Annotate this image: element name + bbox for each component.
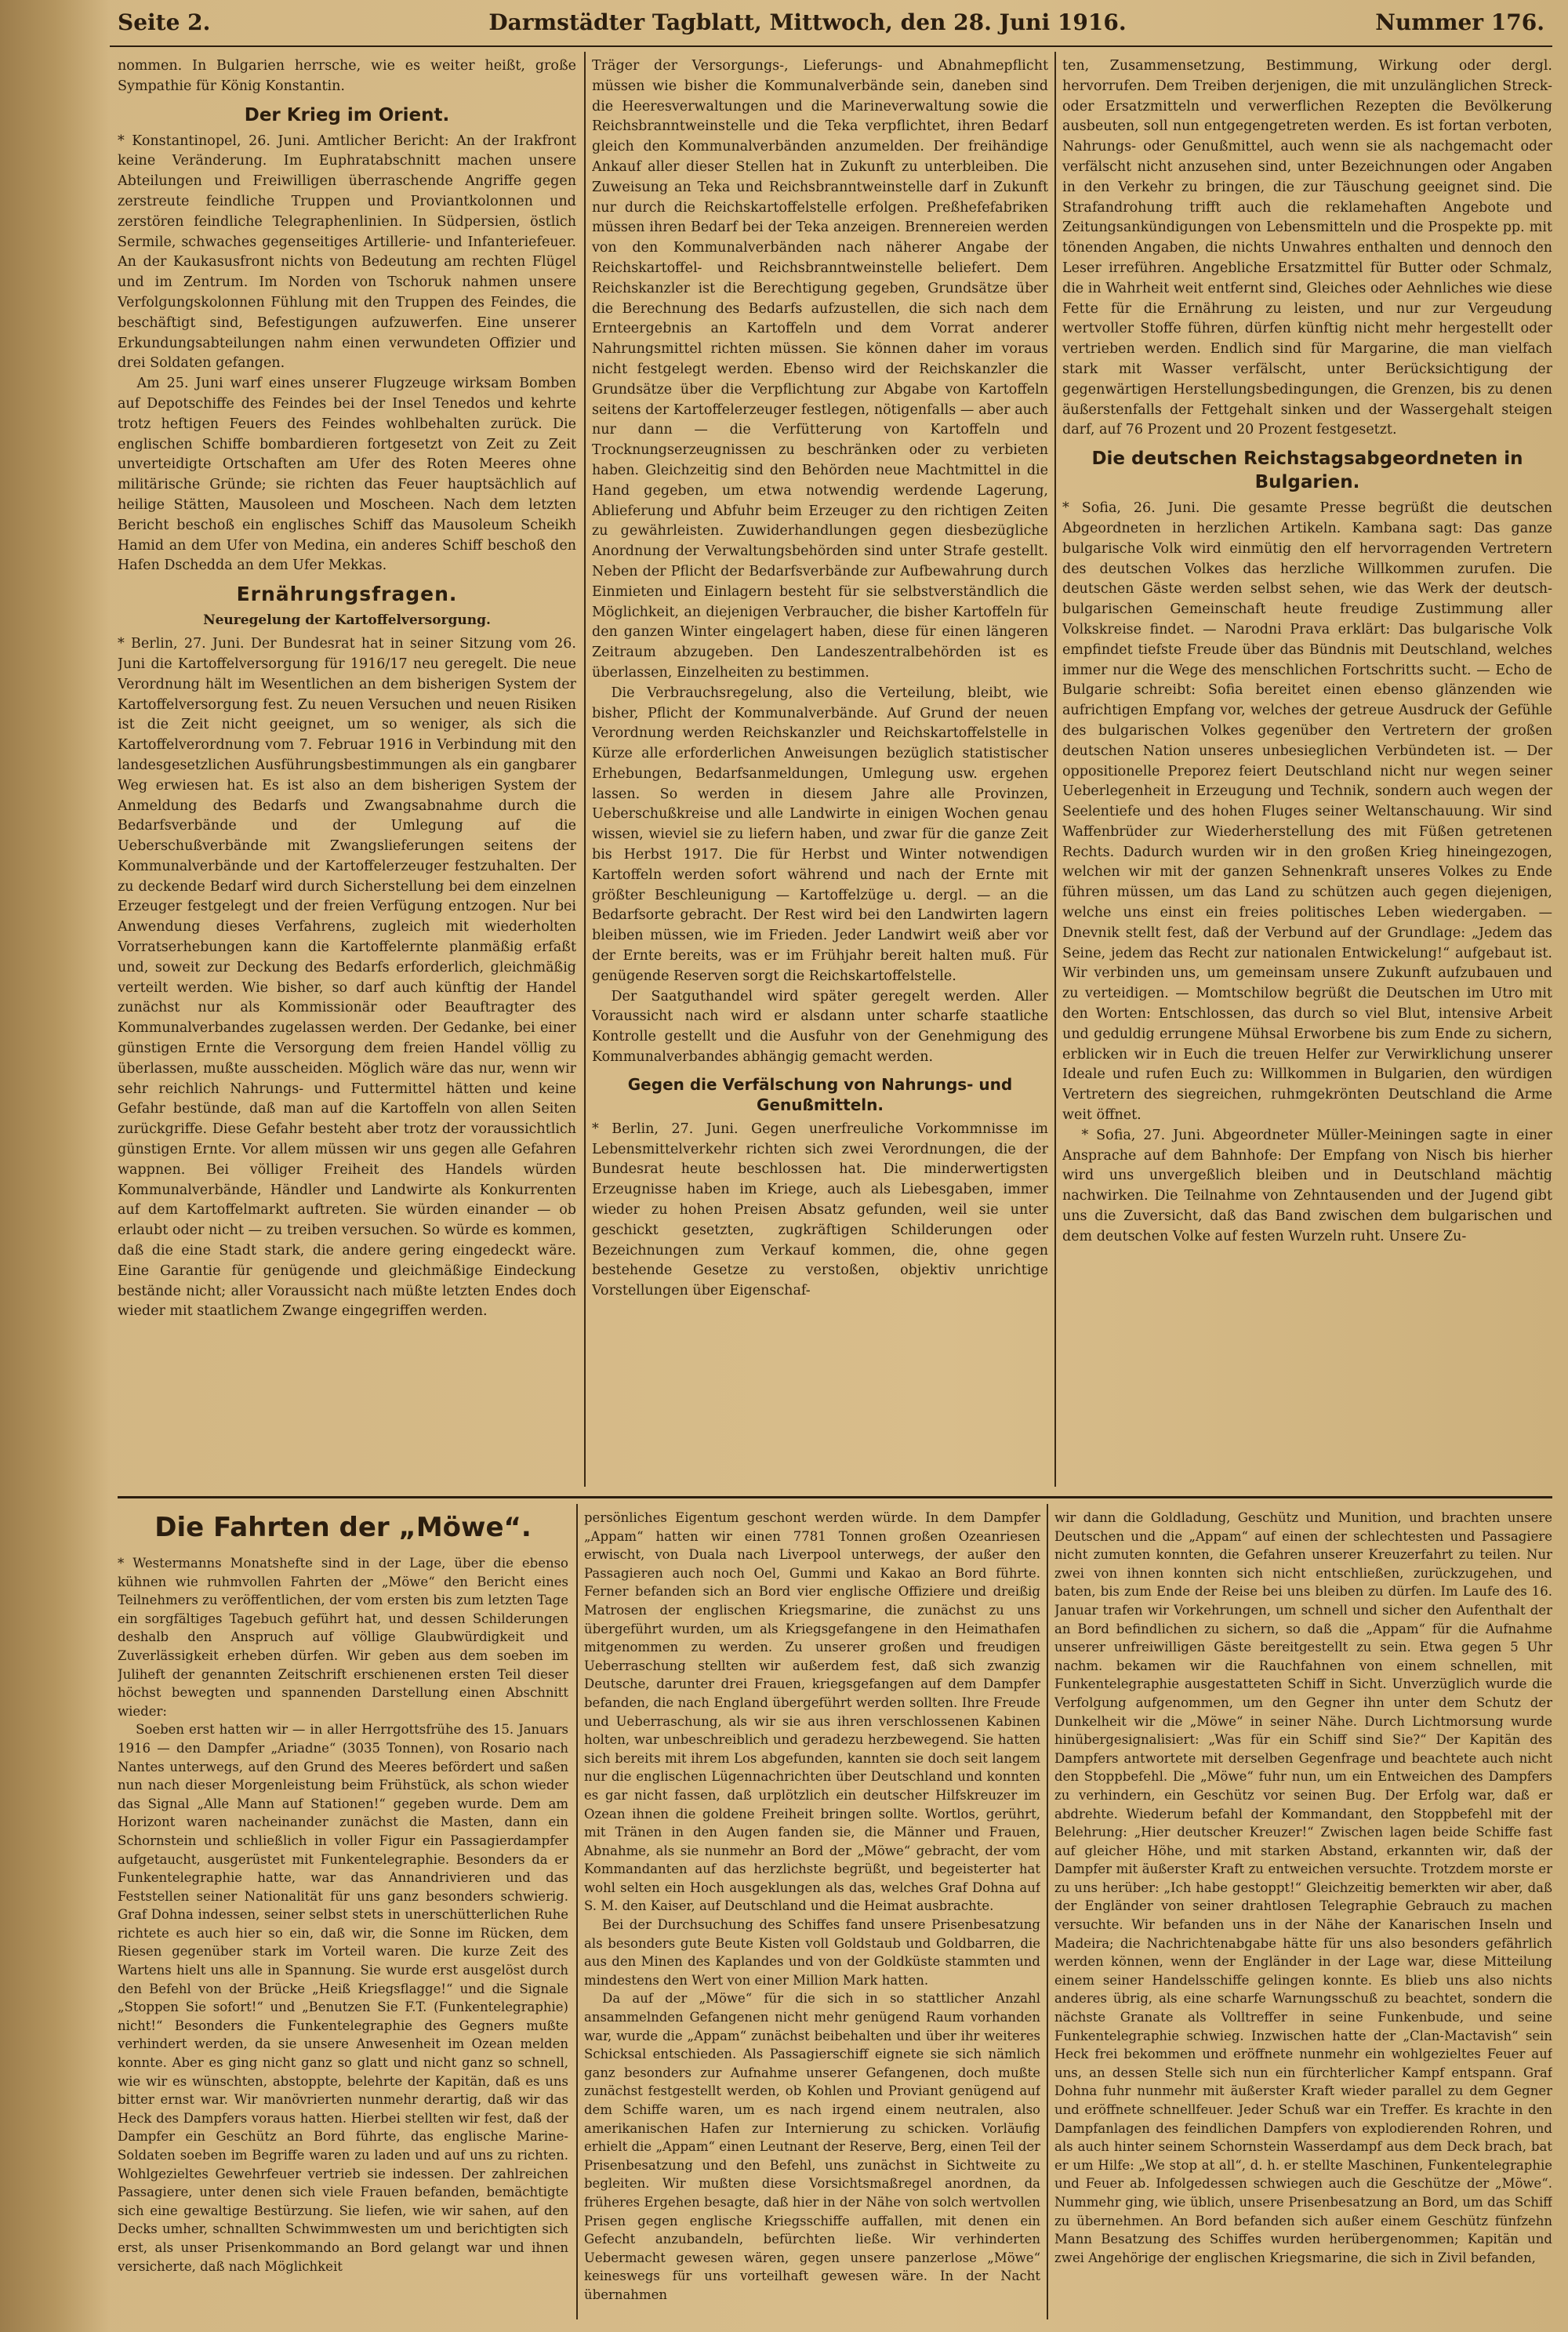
krieg-headline: Der Krieg im Orient. — [244, 104, 450, 125]
reichstag-para: * Sofia, 26. Juni. Die gesamte Presse begrüßt die deutschen Abgeordneten in herzlichen Artikeln. Kambana sagt: Das ganze bulgarische Volk wird einmütig den elf hervorragenden Vertretern des deutschen Volkes das herzliche Willkommen zurufen. Die deutschen Gäste werden selbst sehen, wie das Werk der deutsch-bulgarischen Gemeinschaft heute freudige Zustimmung aller Volkskreise findet. — Narodni Prava erklärt: Das bulgarische Volk empfindet tiefste Freude über das Bündnis mit Deutschland, welches immer nur die Wege des menschlichen Fortschritts sucht. — Echo de Bulgarie schreibt: Sofia bereitet einen ebenso glänzenden wie aufrichtigen Empfang vor, welches der getreue Ausdruck der Gefühle des bulgarischen Volkes gegenüber den Vertretern der großen deutschen Nation unseres unbesieglichen Verbündeten ist. — Der oppositionelle Preporez feiert Deutschland nicht nur wegen seiner Ueberlegenheit in Erzeugung und Technik, sondern auch wegen der Seelentiefe und des hohen Fluges seiner Weltanschauung. Wir sind Waffenbrüder zur Wiederherstellung des mit Füßen getretenen Rechts. Dadurch wurden wir in den großen Krieg hineingezogen, welchen wir mit der ganzen Sehnenkraft unseres Volkes zu Ende führen müssen, um das Land zu schützen auch gegen diejenigen, welche uns einst ein freies politisches Leben wiedergaben. — Dnevnik stellt fest, daß der Verbund auf der Grundlage: „Jedem das Seine, jedem das Recht zur nationalen Entwickelung!“ aufgebaut ist. Wir verbinden uns, um gemeinsam unsere Zukunft aufzubauen und zu verteidigen. — Momtschilow begrüßt die Deutschen im Utro mit den Worten: Entschlossen, das durch so viel Blut, intensive Arbeit und geduldig errungene Mühsal Erworbene bis zum Ende zu sichern, erblicken wir in Euch die treuen Helfer zur Verwirklichung unserer Ideale und rufen Euch zu: Willkommen in Bulgarien, den würdigen Vertretern des siegreichen, ruhmgekrönten Deutschland die Arme weit öffnet. — [1062, 500, 1552, 1124]
ernaehrung-headline: Ernährungsfragen. — [236, 583, 458, 606]
column-2 — [592, 56, 1048, 1490]
krieg-para: * Konstantinopel, 26. Juni. Amtlicher Bericht: An der Irakfront keine Veränderung. Im Euphratabschnitt machen unsere Abteilungen und Freiwilligen überraschende Angriffe gegen zerstreute feindliche Truppen und Proviantkolonnen und zerstören feindliche Telegraphenlinien. In Südpersien, östlich Sermile, schwaches gegenseitiges Artillerie- und Infanteriefeuer. An der Kaukasusfront nichts von Bedeutung am rechten Flügel und im Zentrum. Im Norden von Tschoruk nahmen unsere Verfolgungskolonnen Fühlung mit den Truppen des Feindes, die beschäftigt sind, Befestigungen aufzuwerfen. Eine unserer Erkundungsabteilungen nahm einen verwundeten Offizier und drei Soldaten gefangen. — [118, 133, 576, 372]
ernaehrung-para: * Berlin, 27. Juni. Der Bundesrat hat in seiner Sitzung vom 26. Juni die Kartoffelversorgung für 1916/17 neu geregelt. Die neue Verordnung hält im Wesentlichen an dem bisherigen System der Kartoffelversorgung fest. Zu neuen Versuchen und neuen Risiken ist die Zeit nicht geeignet, um so weniger, als sich die Kartoffelverordnung vom 7. Februar 1916 in Verbindung mit den landesgesetzlichen Ausführungsbestimmungen als ein gangbarer Weg erwiesen hat. Es ist also an dem bisherigen System der Anmeldung des Bedarfs und Zwangsabnahme durch die Bedarfsverbände und der Umlegung auf die Ueberschußverbände mit Zwangslieferungen seitens der Kommunalverbände und der Kartoffelerzeuger festzuhalten. Der zu deckende Bedarf wird durch Sicherstellung bei dem einzelnen Erzeuger festgelegt und der freien Verfügung entzogen. Nur bei Anwendung dieses Verfahrens, zugleich mit wiederholten Vorratserhebungen kann die Kartoffelernte planmäßig erfaßt und, soweit zur Deckung des Bedarfs erforderlich, gleichmäßig verteilt werden. Wie bisher, so darf auch künftig der Handel zunächst nur als Kommissionär oder Beauftragter des Kommunalverbandes zugelassen werden. Der Gedanke, bei einer günstigen Ernte die Versorgung dem freien Handel völlig zu überlassen, mußte ausscheiden. Möglich wäre das nur, wenn wir sehr reichlich Nahrungs- und Futtermittel hätten und keine Gefahr bestünde, daß man auf die Kartoffeln von allen Seiten zurückgriffe. Diese Gefahr besteht aber trotz der voraussichtlich günstigen Ernte. Vor allem müssen wir uns gegen alle Gefahren wappnen. Bei völliger Freiheit des Handels würden Kommunalverbände, Händler und Landwirte als Konkurrenten auf dem Kartoffelmarkt auftreten. Sie würden einander — ob erlaubt oder nicht — zu treiben versuchen. So würde es kommen, daß die eine Stadt stark, die andere gering eingedeckt wäre. Eine Garantie für genügende und gleichmäßige Eindeckung bestände nicht; aller Voraussicht nach müßte letzten Endes doch wieder mit staatlichem Zwange eingegriffen werden. — [118, 636, 576, 1320]
versorgung-para: Der Saatguthandel wird später geregelt werden. Aller Voraussicht nach wird er alsdann unter scharfe staatliche Kontrolle gestellt und die Ausfuhr von der Genehmigung des Kommunalverbandes abhängig gemacht werden. — [592, 988, 1048, 1066]
moewe-column-1 — [118, 1509, 568, 2324]
moewe-para: * Westermanns Monatshefte sind in der Lage, über die ebenso kühnen wie ruhmvollen Fahrten der „Möwe“ den Bericht eines Teilnehmers zu veröffentlichen, der vom ersten bis zum letzten Tage ein sorgfältiges Tagebuch geführt hat, und dessen Schilderungen deshalb den Anspruch auf völlige Glaubwürdigkeit und Zuverlässigkeit erheben dürfen. Wir geben aus dem soeben im Juliheft der genannten Zeitschrift erschienenen ersten Teil dieser höchst bewegten und spannenden Darstellung einen Abschnitt wieder: — [118, 1556, 568, 1719]
reichstag-headline: Die deutschen Reichstagsabgeordneten in Bulgarien. — [1091, 449, 1523, 493]
binding-fold — [0, 0, 110, 2332]
verfaelschung-para: * Berlin, 27. Juni. Gegen unerfreuliche Vorkommnisse im Lebensmittelverkehr richten sich zwei Verordnungen, die der Bundesrat heute beschlossen hat. Die minderwertigsten Erzeugnisse haben im Kriege, auch als Liebesgaben, immer wieder zu hohen Preisen Absatz gefunden, weil sie unter geschickt gesetzten, zugkräftigen Schilderungen oder Bezeichnungen zum Verkauf kommen, die, ohne gegen bestehende Gesetze zu verstoßen, objektiv unrichtige Vorstellungen über Eigenschaf- — [592, 1121, 1048, 1299]
moewe-para: Soeben erst hatten wir — in aller Herrgottsfrühe des 15. Januars 1916 — den Dampfer „Ariadne“ (3035 Tonnen), von Rosario nach Nantes unterwegs, auf den Grund des Meeres befördert und saßen nun nach dieser Morgenleistung beim Frühstück, als schon wieder das Signal „Alle Mann auf Stationen!“ gegeben wurde. Dem am Horizont waren nacheinander zunächst die Masten, dann ein Schornstein und schließlich in voller Figur ein Passagierdampfer aufgetaucht, ausgerüstet mit Funkentelegraphie. Besonders da er Funkentelegraphie hatte, war das Annandrivieren und das Feststellen seiner Nationalität für uns ganz besonders schwierig. Graf Dohna indessen, seiner selbst stets in unerschütterlichen Ruhe richtete es auch hier so ein, daß wir, die Sonne im Rücken, dem Riesen gegenüber stark im Vorteil waren. Die kurze Zeit des Wartens hielt uns alle in Spannung. Sie wurde erst ausgelöst durch den Befehl von der Brücke „Heiß Kriegsflagge!“ und die Signale „Stoppen Sie sofort!“ und „Benutzen Sie F.T. (Funkentelegraphie) nicht!“ Besonders die Funkentelegraphie des Gegners mußte verhindert werden, da sie unsere Anwesenheit im Ozean melden konnte. Aber es ging nicht ganz so glatt und nicht ganz so schnell, wie wir es wünschten, abstoppte, belehrte der Kapitän, daß es uns bitter ernst war. Wir manövrierten nunmehr derartig, daß wir das Heck des Dampfers voraus hatten. Hierbei stellten wir fest, daß der Dampfer ein Geschütz an Bord führte, das englische Marine-Soldaten soeben im Begriffe waren zu laden und auf uns zu richten. Wohlgezieltes Gewehrfeuer vertrieb sie indessen. Der zahlreichen Passagiere, unter denen sich viele Frauen befanden, bemächtigte sich eine gewaltige Bestürzung. Sie liefen, wie wir sahen, auf den Decks umher, schnallten Schwimmwesten um und berichtigten sich erst, als unser Prisenkommando an Bord gelangt war und ihnen versicherte, daß nach Möglichkeit — [118, 1722, 568, 2274]
reichstag-para: * Sofia, 27. Juni. Abgeordneter Müller-Meiningen sagte in einer Ansprache auf dem Bahnhofe: Der Empfang von Nisch bis hierher wird uns unvergeßlich bleiben und in Deutschland mächtig nachwirken. Die Teilnahme von Zehntausenden und der Jugend gibt uns die Zuversicht, daß das Band zwischen dem bulgarischen und dem deutschen Volke auf festen Wurzeln ruht. Unsere Zu- — [1062, 1127, 1552, 1244]
moewe-para: wir dann die Goldladung, Geschütz und Munition, und brachten unsere Deutschen und die „Appam“ auf einen der schlechtesten und Passagiere nicht zumuten konnten, die Gefahren unserer Kreuzerfahrt zu teilen. Nur zwei von ihnen konnten sich nicht entschließen, zurückzugehen, und baten, bis zum Ende der Reise bei uns bleiben zu dürfen. Im Laufe des 16. Januar trafen wir Vorkehrungen, um schnell und sicher den Aufenthalt der an Bord befindlichen zu sichern, so daß die „Appam“ für die Aufnahme unserer unfreiwilligen Gäste bereitgestellt zu sein. Etwa gegen 5 Uhr nachm. bekamen wir die Rauchfahnen von einem schnellen, mit Funkentelegraphie ausgestatteten Schiff in Sicht. Unverzüglich wurde die Verfolgung aufgenommen, um den Gegner ihn unter dem Schutz der Dunkelheit wir die „Möwe“ in seiner Nähe. Durch Lichtmorsung wurde hinübergesignalisiert: „Was für ein Schiff sind Sie?“ Der Kapitän des Dampfers antwortete mit derselben Gegenfrage und beachtete auch nicht den Stoppbefehl. Die „Möwe“ fuhr nun, um ein Entweichen des Dampfers zu verhindern, ein Geschütz vor seinen Bug. Der Erfolg war, daß er abdrehte. Wiederum befahl der Kommandant, den Stoppbefehl mit der Belehrung: „Hier deutscher Kreuzer!“ Zwischen lagen beide Schiffe fast auf gleicher Höhe, und mit starken Abstand, erkannten wir, daß der Dampfer mit äußerster Kraft zu entweichen versuchte. Trotzdem morste er zu uns herüber: „Ich habe gestoppt!“ Gleichzeitig bemerkten wir aber, daß der Engländer von seiner drahtlosen Telegraphie Gebrauch zu machen versuchte. Wir befanden uns in der Nähe der Kanarischen Inseln und Madeira; die Nachrichtenabgabe hätte für uns also besonders gefährlich werden können, wenn der Engländer in der Lage war, diese Mitteilung einem seiner Handelsschiffe gelingen konnte. Es blieb uns also nichts anderes übrig, als eine scharfe Warnungsschuß zu beachtet, sondern die nächste Granate als Volltreffer in seine Funkenbude, und seine Funkentelegraphie schwieg. Inzwischen hatte der „Clan-Mactavish“ sein Heck frei bekommen und eröffnete nunmehr ein wohlgezieltes Feuer auf uns, an dessen Stelle sich nun ein fürchterlicher Kampf entspann. Graf Dohna fuhr nunmehr mit äußerster Kraft wieder parallel zu dem Gegner und eröffnete schnellfeuer. Jeder Schuß war ein Treffer. Es krachte in den Dampfanlagen des feindlichen Dampfers von explodierenden Rohren, und als auch hinter seinem Schornstein Wasserdampf aus dem Deck brach, bat er um Hilfe: „We stop at all“, d. h. er stellte Maschinen, Funkentelegraphie und Feuer ab. Infolgedessen schwiegen auch die Geschütze der „Möwe“. Nummehr ging, wie üblich, unsere Prisenbesatzung an Bord, um das Schiff zu übernehmen. An Bord befanden sich außer einem Geschütz fünfzehn Mann Besatzung des Schiffes wurden herübergenommen; Kapitän und zwei Angehörige der englischen Kriegsmarine, die sich in Zivil befanden, — [1054, 1510, 1552, 2265]
moewe-headline: Die Fahrten der „Möwe“. — [154, 1512, 532, 1543]
intro-text: nommen. In Bulgarien herrsche, wie es weiter heißt, große Sympathie für König Konstantin. — [118, 58, 576, 94]
page-label: Seite 2. — [118, 9, 211, 35]
column-rule — [1047, 1504, 1048, 2319]
issue-number: Nummer 176. — [1375, 9, 1544, 35]
header-rule — [110, 45, 1552, 47]
section-rule — [118, 1496, 1552, 1498]
moewe-column-3 — [1054, 1509, 1552, 2324]
column-3 — [1062, 56, 1552, 1490]
verfaelschung-headline: Gegen die Verfälschung von Nahrungs- und Genußmitteln. — [627, 1074, 1013, 1114]
ernaehrung-subhead: Neuregelung der Kartoffelversorgung. — [203, 612, 491, 629]
versorgung-para: Träger der Versorgungs-, Lieferungs- und Abnahmepflicht müssen wie bisher die Kommunalverbände sein, daneben sind die Heeresverwaltungen und die Marineverwaltung sowie die Reichsbranntweinstelle und die Teka verpflichtet, ihren Bedarf gleich den Kommunalverbänden anzumelden. Der freihändige Ankauf aller dieser Stellen hat in Zukunft zu unterbleiben. Die Zuweisung an Teka und Reichsbranntweinstelle darf in Zukunft nur durch die Reichskartoffelstelle erfolgen. Preßhefefabriken müssen ihren Bedarf bei der Teka anzeigen. Brennereien werden von den Kommunalverbänden nach näherer Angabe der Reichskartoffel- und Reichsbranntweinstelle beliefert. Dem Reichskanzler ist die Berechtigung gegeben, Grundsätze über die Berechnung des Bedarfs aufzustellen, die sich nach dem Ernteergebnis an Kartoffeln und dem Vorrat anderer Nahrungsmittel richten müssen. Sie können daher im voraus nicht festgelegt werden. Ebenso wird der Reichskanzler die Grundsätze über die Verpflichtung zur Abgabe von Kartoffeln seitens der Kartoffelerzeuger festlegen, nötigenfalls — aber auch nur dann — die Verfütterung von Kartoffeln und Trocknungserzeugnissen zu beschränken oder zu verbieten haben. Gleichzeitig sind den Behörden neue Machtmittel in die Hand gegeben, um etwa notwendig werdende Lagerung, Ablieferung und Abfuhr beim Erzeuger zu den richtigen Zeiten zu gewährleisten. Zuwiderhandlungen gegen diesbezügliche Anordnung der Verwaltungsbehörden sind unter Strafe gestellt. Neben der Pflicht der Bedarfsverbände zur Aufbewahrung durch Einmieten und Einlagern besteht für sie selbstverständlich die Möglichkeit, an diejenigen Verbraucher, die bisher Kartoffeln für den ganzen Winter eingelagert haben, diese für einen längeren Zeitraum abzugeben. Den Landeszentralbehörden ist es überlassen, Einzelheiten zu bestimmen. — [592, 58, 1048, 681]
column-rule — [576, 1504, 578, 2319]
krieg-para: Am 25. Juni warf eines unserer Flugzeuge wirksam Bomben auf Depotschiffe des Feindes bei der Insel Tenedos und kehrte trotz heftigen Feuers des Feindes wohlbehalten zurück. Die englischen Schiffe bombardieren fortgesetzt von Zeit zu Zeit unverteidigte Ortschaften am Ufer des Roten Meeres ohne militärische Gründe; sie richten das Feuer hauptsächlich auf heilige Stätten, Mausoleen und Moscheen. Nach dem letzten Bericht beschoß ein englisches Schiff das Mausoleum Scheikh Hamid an dem Ufer von Medina, ein anderes Schiff beschoß den Hafen Dschedda an dem Ufer Mekkas. — [118, 376, 576, 574]
column-rule — [584, 52, 586, 1487]
masthead: Darmstädter Tagblatt, Mittwoch, den 28. Juni 1916. — [488, 9, 1127, 35]
column-1 — [118, 56, 576, 1490]
versorgung-para: Die Verbrauchsregelung, also die Verteilung, bleibt, wie bisher, Pflicht der Kommunalverbände. Auf Grund der neuen Verordnung werden Reichskanzler und Reichskartoffelstelle in Kürze alle erforderlichen Anweisungen bezüglich statistischer Erhebungen, Bedarfsanmeldungen, Umlegung usw. ergehen lassen. So werden in diesem Jahre alle Provinzen, Ueberschußkreise und alle Landwirte in einigen Wochen genau wissen, wieviel sie zu liefern haben, und zwar für die ganze Zeit bis Herbst 1917. Die für Herbst und Winter notwendigen Kartoffeln werden sofort während und nach der Ernte mit größter Beschleunigung — Kartoffelzüge u. dergl. — an die Bedarfsorte gebracht. Der Rest wird bei den Landwirten lagern bleiben müssen, wie im Frieden. Jeder Landwirt weiß aber vor der Ernte bereits, was er im Frühjahr bereit halten muß. Für genügende Reserven sorgt die Reichskartoffelstelle. — [592, 685, 1048, 984]
moewe-para: persönliches Eigentum geschont werden würde. In dem Dampfer „Appam“ hatten wir einen 7781 Tonnen großen Ozeanriesen erwischt, von Duala nach Liverpool unterwegs, der außer den Passagieren auch noch Oel, Gummi und Kakao an Bord führte. Ferner befanden sich an Bord vier englische Offiziere und dreißig Matrosen der englischen Kriegsmarine, die zunächst zu uns übergeführt wurden, um als Kriegsgefangene in den Heimathafen mitgenommen zu werden. Zu unserer großen und freudigen Ueberraschung stellten wir außerdem fest, daß sich zwanzig Deutsche, darunter drei Frauen, kriegsgefangen auf dem Dampfer befanden, die nach England übergeführt werden sollten. Ihre Freude und Ueberraschung, als wir sie aus ihren verschlossenen Kabinen holten, war unbeschreiblich und geradezu herzbewegend. Sie hatten sich bereits mit ihrem Los abgefunden, kannten sie doch seit langem nur die englischen Lügennachrichten über Deutschland und konnten es gar nicht fassen, daß urplötzlich ein deutscher Hilfskreuzer im Ozean ihnen die goldene Freiheit bringen sollte. Wortlos, gerührt, mit Tränen in den Augen fanden sie, die Männer und Frauen, Abnahme, als sie nunmehr an Bord der „Möwe“ gebracht, der vom Kommandanten auf das herzlichste begrüßt, und begeisterter hat wohl selten ein Hoch ausgeklungen als das, welches Graf Dohna auf S. M. den Kaiser, auf Deutschland und die Heimat ausbrachte. — [584, 1510, 1040, 1914]
moewe-column-2 — [584, 1509, 1040, 2324]
verfaelschung-cont: ten, Zusammensetzung, Bestimmung, Wirkung oder dergl. hervorrufen. Dem Treiben derjenigen, die mit unzulänglichen Streck- oder Ersatzmitteln und verwerflichen Rezepten die Bevölkerung ausbeuten, soll nun entgegengetreten werden. Es ist fortan verboten, Nahrungs- oder Genußmittel, auch wenn sie als nachgemacht oder verfälscht nicht anzusehen sind, unter Bezeichnungen oder Angaben in den Verkehr zu bringen, die zur Täuschung geeignet sind. Die Strafandrohung trifft auch die reklamehaften Angebote und Zeitungsankündigungen von Lebensmitteln und die Prospekte pp. mit tönenden Angaben, die nichts Unwahres enthalten und dennoch den Leser irreführen. Angebliche Ersatzmittel für Butter oder Schmalz, die in Wahrheit weit entfernt sind, Gleiches oder Aehnliches wie diese Fette für die Ernährung zu leisten, und nur zur Vergeudung wertvoller Stoffe führen, dürfen künftig nicht mehr hergestellt oder vertrieben werden. Endlich sind für Margarine, die man vielfach stark mit Wasser verfälscht, unter Berücksichtigung der gegenwärtigen Herstellungsbedingungen, die Grenzen, bis zu denen äußerstenfalls der Fettgehalt sinken und der Wassergehalt steigen darf, auf 76 Prozent und 20 Prozent festgesetzt. — [1062, 58, 1552, 438]
moewe-para: Bei der Durchsuchung des Schiffes fand unsere Prisenbesatzung als besonders gute Beute Kisten voll Goldstaub und Goldbarren, die aus den Minen des Kaplandes und von der Goldküste stammten und mindestens den Wert von einer Million Mark hatten. — [584, 1917, 1040, 1988]
column-rule — [1054, 52, 1056, 1487]
moewe-para: Da auf der „Möwe“ für die sich in so stattlicher Anzahl ansammelnden Gefangenen nicht mehr genügend Raum vorhanden war, wurde die „Appam“ zunächst beibehalten und über ihr weiteres Schicksal entschieden. Als Passagierschiff eignete sie sich nämlich ganz besonders zur Aufnahme unserer Gefangenen, doch mußte zunächst festgestellt werden, ob Kohlen und Proviant genügend auf dem Schiffe waren, um es nach irgend einem neutralen, also amerikanischen Hafen zur Internierung zu schicken. Vorläufig erhielt die „Appam“ einen Leutnant der Reserve, Berg, einen Teil der Prisenbesatzung und den Befehl, uns zunächst in Sichtweite zu begleiten. Wir mußten diese Vorsichtsmaßregel anordnen, da früheres Ergehen besagte, daß hier in der Nähe von solch wertvollen Prisen gegen englische Kriegsschiffe auffallen, mit denen ein Gefecht anzubandeln, befürchten ließe. Wir verhinderten Uebermacht gewesen wären, gegen unsere panzerlose „Möwe“ keineswegs für uns vorteilhaft gewesen wäre. In der Nacht übernahmen — [584, 1991, 1040, 2302]
